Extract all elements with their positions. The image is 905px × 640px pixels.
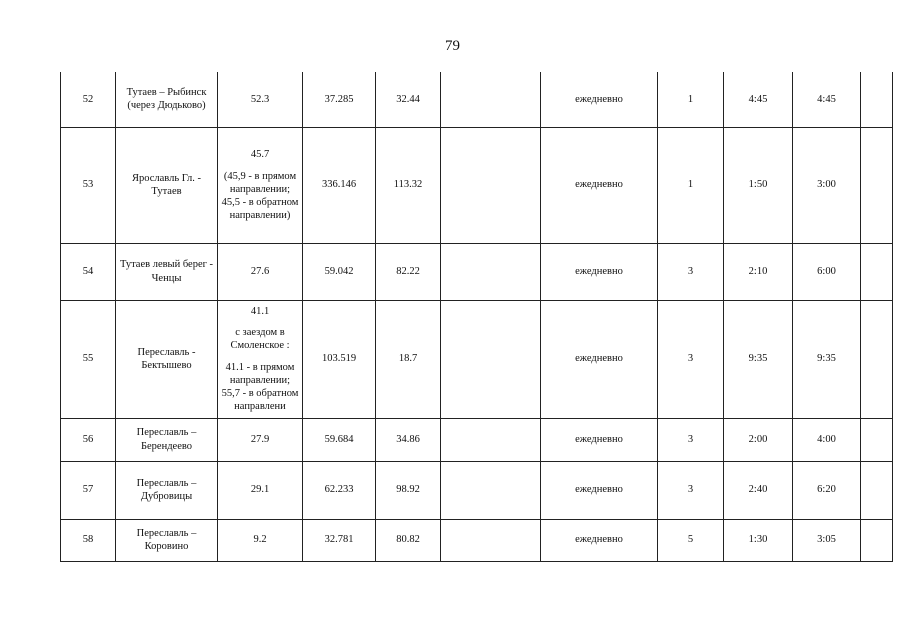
empty-cell-6 (441, 243, 541, 300)
table-row (61, 418, 893, 461)
empty-cell-6 (441, 418, 541, 461)
time-cell-1: 2:00 (724, 418, 793, 461)
route-name-cell: Ярославль Гл. - Тутаев (116, 127, 218, 243)
count-cell: 1 (658, 72, 724, 127)
value-cell-4: 103.519 (303, 300, 376, 418)
table-row (61, 243, 893, 300)
time-cell-1: 2:10 (724, 243, 793, 300)
value-cell-5: 80.82 (376, 519, 441, 561)
value-cell-4: 59.684 (303, 418, 376, 461)
route-length-note: с заездом в Смоленское : (230, 326, 290, 351)
route-name-cell: Переславль – Берендеево (116, 418, 218, 461)
empty-cell-11 (861, 127, 893, 243)
time-cell-2: 3:00 (793, 127, 861, 243)
schedule-cell: ежедневно (541, 243, 658, 300)
empty-cell-6 (441, 127, 541, 243)
route-number-cell: 53 (61, 127, 116, 243)
value-cell-4: 37.285 (303, 72, 376, 127)
time-cell-1: 9:35 (724, 300, 793, 418)
count-cell: 3 (658, 243, 724, 300)
empty-cell-11 (861, 519, 893, 561)
time-cell-1: 4:45 (724, 72, 793, 127)
route-name-cell: Переславль - Бектышево (116, 300, 218, 418)
empty-cell-11 (861, 243, 893, 300)
route-length-cell (218, 300, 303, 418)
value-cell-5: 98.92 (376, 461, 441, 519)
route-length-cell (218, 127, 303, 243)
table-row (61, 72, 893, 127)
time-cell-2: 6:00 (793, 243, 861, 300)
empty-cell-6 (441, 461, 541, 519)
route-length-cell: 27.9 (218, 418, 303, 461)
value-cell-4: 59.042 (303, 243, 376, 300)
route-number-cell: 56 (61, 418, 116, 461)
route-length-cell: 9.2 (218, 519, 303, 561)
schedule-cell: ежедневно (541, 72, 658, 127)
value-cell-4: 336.146 (303, 127, 376, 243)
route-number-cell: 54 (61, 243, 116, 300)
table-row (61, 519, 893, 561)
page-number: 79 (445, 38, 460, 54)
route-number-cell: 55 (61, 300, 116, 418)
value-cell-5: 18.7 (376, 300, 441, 418)
route-length-cell: 27.6 (218, 243, 303, 300)
count-cell: 1 (658, 127, 724, 243)
table-row (61, 461, 893, 519)
count-cell: 5 (658, 519, 724, 561)
count-cell: 3 (658, 461, 724, 519)
route-name-cell: Тутаев левый берег - Ченцы (116, 243, 218, 300)
route-number-cell: 58 (61, 519, 116, 561)
time-cell-1: 1:30 (724, 519, 793, 561)
route-length-main: 41.1 (250, 305, 270, 317)
value-cell-5: 113.32 (376, 127, 441, 243)
time-cell-1: 1:50 (724, 127, 793, 243)
value-cell-5: 32.44 (376, 72, 441, 127)
schedule-cell: ежедневно (541, 418, 658, 461)
route-number-cell: 52 (61, 72, 116, 127)
route-name-cell: Переславль – Коровино (116, 519, 218, 561)
value-cell-4: 32.781 (303, 519, 376, 561)
route-number-cell: 57 (61, 461, 116, 519)
schedule-cell: ежедневно (541, 300, 658, 418)
empty-cell-6 (441, 72, 541, 127)
empty-cell-11 (861, 418, 893, 461)
route-name-cell: Тутаев – Рыбинск (через Дюдьково) (116, 72, 218, 127)
routes-table (60, 72, 893, 562)
value-cell-5: 82.22 (376, 243, 441, 300)
empty-cell-6 (441, 300, 541, 418)
empty-cell-6 (441, 519, 541, 561)
value-cell-4: 62.233 (303, 461, 376, 519)
route-length-note-directions: 41.1 - в прямом направлении; 55,7 - в обратном направлени (221, 361, 299, 413)
route-length-note: (45,9 - в прямом направлении; 45,5 - в обратном направлении) (221, 170, 299, 222)
count-cell: 3 (658, 418, 724, 461)
schedule-cell: ежедневно (541, 461, 658, 519)
time-cell-2: 4:00 (793, 418, 861, 461)
route-length-cell: 52.3 (218, 72, 303, 127)
schedule-cell: ежедневно (541, 127, 658, 243)
time-cell-2: 3:05 (793, 519, 861, 561)
empty-cell-11 (861, 72, 893, 127)
schedule-cell: ежедневно (541, 519, 658, 561)
table-row (61, 300, 893, 418)
time-cell-2: 9:35 (793, 300, 861, 418)
time-cell-1: 2:40 (724, 461, 793, 519)
route-length-cell: 29.1 (218, 461, 303, 519)
empty-cell-11 (861, 461, 893, 519)
count-cell: 3 (658, 300, 724, 418)
route-name-cell: Переславль – Дубровицы (116, 461, 218, 519)
time-cell-2: 6:20 (793, 461, 861, 519)
route-length-main: 45.7 (250, 148, 270, 160)
empty-cell-11 (861, 300, 893, 418)
value-cell-5: 34.86 (376, 418, 441, 461)
time-cell-2: 4:45 (793, 72, 861, 127)
table-row (61, 127, 893, 243)
